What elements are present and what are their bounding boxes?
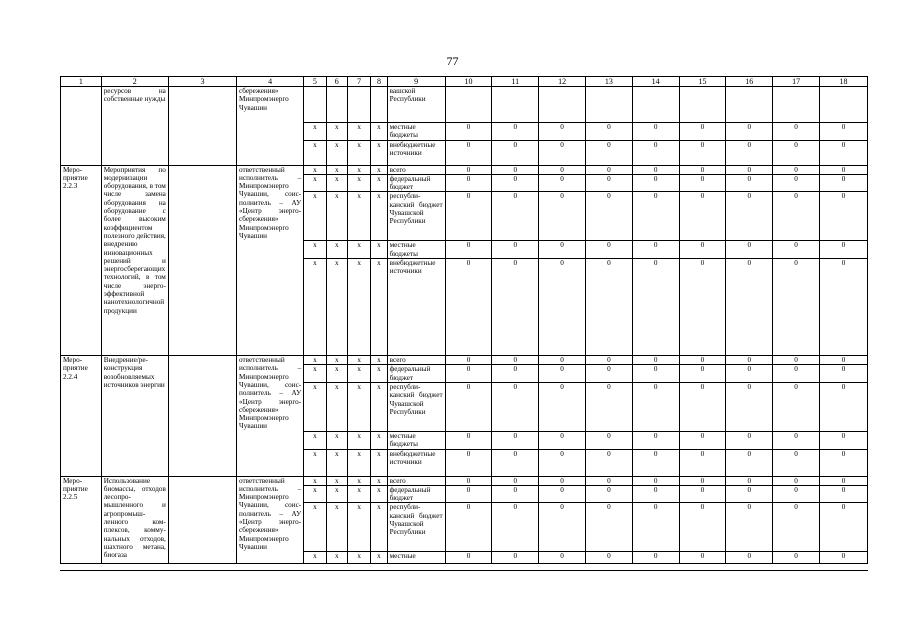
amount-cell: 0 <box>819 382 867 431</box>
amount-cell: 0 <box>773 431 820 449</box>
code-mark-cell: х <box>371 431 387 449</box>
column-header: 4 <box>237 77 304 87</box>
amount-cell: 0 <box>492 552 539 564</box>
funding-source-cell: всего <box>387 476 445 485</box>
code-mark-cell: х <box>326 485 347 503</box>
code-mark-cell <box>326 87 347 123</box>
code-mark-cell: х <box>347 174 370 192</box>
amount-cell: 0 <box>585 485 632 503</box>
measure-name-cell: ресурсов на собственные нужды <box>101 87 168 166</box>
amount-cell: 0 <box>773 503 820 552</box>
amount-cell: 0 <box>445 449 492 476</box>
amount-cell: 0 <box>819 365 867 383</box>
amount-cell: 0 <box>679 476 726 485</box>
amount-cell: 0 <box>632 140 679 165</box>
amount-cell: 0 <box>585 476 632 485</box>
page-number: 77 <box>446 54 459 68</box>
amount-cell: 0 <box>632 552 679 564</box>
amount-cell: 0 <box>492 123 539 141</box>
code-mark-cell: х <box>371 241 387 259</box>
code-mark-cell: х <box>326 174 347 192</box>
amount-cell: 0 <box>679 165 726 174</box>
code-mark-cell: х <box>304 140 326 165</box>
amount-cell: 0 <box>726 431 773 449</box>
amount-cell: 0 <box>726 485 773 503</box>
measure-name-cell: Использование биомассы, отходов лесопромышленного и агропромышленного комплексов, коммунальных отходов, шахтного метана, биогаза <box>101 476 168 564</box>
amount-cell <box>585 87 632 123</box>
amount-cell: 0 <box>726 241 773 259</box>
amount-cell: 0 <box>492 241 539 259</box>
amount-cell: 0 <box>679 259 726 356</box>
code-mark-cell: х <box>371 140 387 165</box>
column-number-row <box>61 77 868 87</box>
code-mark-cell: х <box>304 356 326 365</box>
amount-cell: 0 <box>445 476 492 485</box>
funding-source-cell: внебюджетные источники <box>387 140 445 165</box>
executor-cell: сбережения» Минпромэнерго Чувашии <box>237 87 304 166</box>
column-header: 8 <box>371 77 387 87</box>
amount-cell <box>773 87 820 123</box>
empty-cell <box>168 165 236 355</box>
code-mark-cell: х <box>304 431 326 449</box>
code-mark-cell: х <box>347 356 370 365</box>
empty-cell <box>168 87 236 166</box>
code-mark-cell: х <box>304 241 326 259</box>
code-mark-cell: х <box>371 192 387 241</box>
code-mark-cell: х <box>326 123 347 141</box>
column-header: 15 <box>679 77 726 87</box>
amount-cell: 0 <box>539 259 586 356</box>
amount-cell: 0 <box>585 382 632 431</box>
amount-cell: 0 <box>492 476 539 485</box>
amount-cell <box>819 87 867 123</box>
amount-cell: 0 <box>445 365 492 383</box>
code-mark-cell: х <box>347 485 370 503</box>
column-header: 3 <box>168 77 236 87</box>
amount-cell: 0 <box>679 365 726 383</box>
amount-cell: 0 <box>585 365 632 383</box>
code-mark-cell: х <box>371 259 387 356</box>
code-mark-cell: х <box>326 476 347 485</box>
table-row <box>61 476 868 485</box>
amount-cell: 0 <box>539 140 586 165</box>
amount-cell <box>539 87 586 123</box>
amount-cell: 0 <box>445 356 492 365</box>
code-mark-cell: х <box>347 241 370 259</box>
code-mark-cell: х <box>304 476 326 485</box>
amount-cell: 0 <box>819 356 867 365</box>
code-mark-cell: х <box>304 165 326 174</box>
amount-cell: 0 <box>726 449 773 476</box>
amount-cell: 0 <box>539 382 586 431</box>
code-mark-cell: х <box>347 382 370 431</box>
amount-cell: 0 <box>679 123 726 141</box>
code-mark-cell: х <box>326 431 347 449</box>
code-mark-cell <box>347 87 370 123</box>
funding-source-cell: внебюджетные источники <box>387 259 445 356</box>
column-header: 13 <box>585 77 632 87</box>
column-header: 10 <box>445 77 492 87</box>
measure-code-cell: Мероприятие 2.2.3 <box>61 165 102 355</box>
amount-cell: 0 <box>819 140 867 165</box>
amount-cell: 0 <box>773 165 820 174</box>
code-mark-cell: х <box>326 365 347 383</box>
code-mark-cell: х <box>304 382 326 431</box>
code-mark-cell: х <box>347 259 370 356</box>
column-header: 6 <box>326 77 347 87</box>
amount-cell: 0 <box>492 192 539 241</box>
amount-cell: 0 <box>632 241 679 259</box>
code-mark-cell: х <box>326 140 347 165</box>
code-mark-cell: х <box>304 174 326 192</box>
amount-cell: 0 <box>585 165 632 174</box>
amount-cell: 0 <box>819 476 867 485</box>
column-header: 14 <box>632 77 679 87</box>
column-header: 7 <box>347 77 370 87</box>
amount-cell: 0 <box>445 123 492 141</box>
amount-cell: 0 <box>585 123 632 141</box>
amount-cell: 0 <box>445 192 492 241</box>
amount-cell: 0 <box>679 241 726 259</box>
amount-cell: 0 <box>726 382 773 431</box>
code-mark-cell: х <box>326 241 347 259</box>
amount-cell: 0 <box>539 476 586 485</box>
amount-cell: 0 <box>585 259 632 356</box>
code-mark-cell: х <box>326 259 347 356</box>
amount-cell: 0 <box>445 140 492 165</box>
amount-cell: 0 <box>726 356 773 365</box>
amount-cell: 0 <box>492 431 539 449</box>
measure-code-cell <box>61 87 102 166</box>
amount-cell: 0 <box>445 382 492 431</box>
amount-cell: 0 <box>726 165 773 174</box>
amount-cell: 0 <box>492 365 539 383</box>
column-header: 9 <box>387 77 445 87</box>
column-header: 1 <box>61 77 102 87</box>
amount-cell: 0 <box>445 259 492 356</box>
amount-cell: 0 <box>679 174 726 192</box>
funding-source-cell: вашской Республики <box>387 87 445 123</box>
amount-cell: 0 <box>539 356 586 365</box>
amount-cell: 0 <box>492 503 539 552</box>
column-header: 12 <box>539 77 586 87</box>
amount-cell: 0 <box>679 552 726 564</box>
code-mark-cell: х <box>347 431 370 449</box>
amount-cell: 0 <box>819 485 867 503</box>
amount-cell: 0 <box>445 241 492 259</box>
amount-cell: 0 <box>726 259 773 356</box>
funding-source-cell: местные бюджеты <box>387 241 445 259</box>
amount-cell: 0 <box>726 140 773 165</box>
amount-cell: 0 <box>679 192 726 241</box>
amount-cell: 0 <box>585 140 632 165</box>
code-mark-cell: х <box>326 449 347 476</box>
amount-cell: 0 <box>819 241 867 259</box>
code-mark-cell: х <box>326 192 347 241</box>
amount-cell: 0 <box>679 485 726 503</box>
column-header: 5 <box>304 77 326 87</box>
funding-source-cell: местные бюджеты <box>387 123 445 141</box>
table-row <box>61 87 868 123</box>
amount-cell: 0 <box>726 192 773 241</box>
code-mark-cell: х <box>371 552 387 564</box>
amount-cell: 0 <box>819 165 867 174</box>
code-mark-cell: х <box>347 123 370 141</box>
budget-table <box>60 76 868 564</box>
code-mark-cell: х <box>371 174 387 192</box>
amount-cell: 0 <box>773 552 820 564</box>
amount-cell: 0 <box>585 449 632 476</box>
code-mark-cell: х <box>326 356 347 365</box>
amount-cell: 0 <box>539 431 586 449</box>
amount-cell: 0 <box>492 485 539 503</box>
empty-cell <box>168 476 236 564</box>
code-mark-cell: х <box>326 552 347 564</box>
amount-cell: 0 <box>819 503 867 552</box>
amount-cell: 0 <box>773 259 820 356</box>
amount-cell: 0 <box>726 476 773 485</box>
column-header: 18 <box>819 77 867 87</box>
amount-cell: 0 <box>679 503 726 552</box>
code-mark-cell: х <box>347 449 370 476</box>
amount-cell: 0 <box>632 431 679 449</box>
code-mark-cell: х <box>347 503 370 552</box>
amount-cell <box>445 87 492 123</box>
amount-cell: 0 <box>492 382 539 431</box>
amount-cell: 0 <box>539 449 586 476</box>
amount-cell: 0 <box>819 123 867 141</box>
code-mark-cell: х <box>347 140 370 165</box>
amount-cell: 0 <box>726 365 773 383</box>
code-mark-cell <box>371 87 387 123</box>
code-mark-cell: х <box>326 503 347 552</box>
amount-cell: 0 <box>773 449 820 476</box>
amount-cell: 0 <box>819 259 867 356</box>
amount-cell: 0 <box>445 165 492 174</box>
amount-cell: 0 <box>632 503 679 552</box>
amount-cell: 0 <box>819 192 867 241</box>
amount-cell: 0 <box>539 123 586 141</box>
amount-cell: 0 <box>726 174 773 192</box>
measure-name-cell: Внедрение/реконструкция возобновляемых источников энергии <box>101 356 168 476</box>
amount-cell: 0 <box>679 356 726 365</box>
code-mark-cell: х <box>371 503 387 552</box>
amount-cell: 0 <box>819 174 867 192</box>
funding-source-cell: федеральный бюджет <box>387 365 445 383</box>
amount-cell: 0 <box>632 476 679 485</box>
measure-code-cell: Мероприятие 2.2.5 <box>61 476 102 564</box>
amount-cell: 0 <box>539 241 586 259</box>
measure-name-cell: Мероприятия по модернизации оборудования, в том числе замена оборудования на оборудование с более высоким коэффициентом полезного действия, внедрению инновационных решений и энергосберегающих технологий, в том числе энергоэффективной нанотехнологичной продукции <box>101 165 168 355</box>
amount-cell: 0 <box>632 365 679 383</box>
amount-cell: 0 <box>632 449 679 476</box>
funding-source-cell: республиканский бюджет Чувашской Республики <box>387 503 445 552</box>
amount-cell: 0 <box>773 192 820 241</box>
amount-cell: 0 <box>445 485 492 503</box>
amount-cell: 0 <box>445 431 492 449</box>
amount-cell: 0 <box>773 365 820 383</box>
amount-cell: 0 <box>773 356 820 365</box>
amount-cell: 0 <box>445 552 492 564</box>
amount-cell: 0 <box>539 165 586 174</box>
code-mark-cell: х <box>304 449 326 476</box>
funding-source-cell: всего <box>387 165 445 174</box>
code-mark-cell: х <box>304 485 326 503</box>
amount-cell: 0 <box>632 356 679 365</box>
amount-cell: 0 <box>632 192 679 241</box>
amount-cell: 0 <box>726 552 773 564</box>
amount-cell: 0 <box>539 174 586 192</box>
amount-cell: 0 <box>492 449 539 476</box>
code-mark-cell: х <box>304 259 326 356</box>
amount-cell: 0 <box>773 476 820 485</box>
code-mark-cell: х <box>304 365 326 383</box>
funding-source-cell: республиканский бюджет Чувашской Республики <box>387 382 445 431</box>
amount-cell: 0 <box>539 192 586 241</box>
amount-cell: 0 <box>539 552 586 564</box>
funding-source-cell: республиканский бюджет Чувашской Республики <box>387 192 445 241</box>
amount-cell: 0 <box>632 485 679 503</box>
amount-cell: 0 <box>819 449 867 476</box>
code-mark-cell: х <box>371 449 387 476</box>
code-mark-cell: х <box>304 503 326 552</box>
executor-cell: ответственный исполнитель – Минпромэнерго Чувашии, соисполнитель – АУ «Центр энергосбережения» Минпромэнерго Чувашии <box>237 356 304 476</box>
code-mark-cell: х <box>371 485 387 503</box>
amount-cell: 0 <box>632 165 679 174</box>
amount-cell: 0 <box>632 123 679 141</box>
code-mark-cell: х <box>326 165 347 174</box>
amount-cell: 0 <box>773 241 820 259</box>
amount-cell: 0 <box>679 449 726 476</box>
amount-cell: 0 <box>679 140 726 165</box>
code-mark-cell: х <box>371 123 387 141</box>
amount-cell: 0 <box>492 174 539 192</box>
amount-cell <box>726 87 773 123</box>
funding-source-cell: всего <box>387 356 445 365</box>
amount-cell: 0 <box>585 174 632 192</box>
amount-cell: 0 <box>632 382 679 431</box>
amount-cell: 0 <box>585 192 632 241</box>
amount-cell: 0 <box>585 431 632 449</box>
amount-cell: 0 <box>679 431 726 449</box>
measure-code-cell: Мероприятие 2.2.4 <box>61 356 102 476</box>
amount-cell: 0 <box>726 123 773 141</box>
table-cut-line <box>60 570 868 571</box>
amount-cell: 0 <box>492 165 539 174</box>
amount-cell: 0 <box>773 174 820 192</box>
amount-cell <box>679 87 726 123</box>
column-header: 11 <box>492 77 539 87</box>
code-mark-cell: х <box>304 123 326 141</box>
funding-source-cell: внебюджетные источники <box>387 449 445 476</box>
amount-cell <box>632 87 679 123</box>
amount-cell: 0 <box>445 503 492 552</box>
funding-source-cell: местные бюджеты <box>387 431 445 449</box>
empty-cell <box>168 356 236 476</box>
table-row <box>61 356 868 365</box>
amount-cell: 0 <box>773 140 820 165</box>
amount-cell: 0 <box>632 174 679 192</box>
funding-source-cell: федеральный бюджет <box>387 174 445 192</box>
column-header: 16 <box>726 77 773 87</box>
code-mark-cell: х <box>371 165 387 174</box>
amount-cell: 0 <box>585 356 632 365</box>
amount-cell: 0 <box>773 485 820 503</box>
code-mark-cell: х <box>347 192 370 241</box>
code-mark-cell: х <box>304 192 326 241</box>
code-mark-cell: х <box>347 552 370 564</box>
amount-cell: 0 <box>445 174 492 192</box>
code-mark-cell: х <box>326 382 347 431</box>
code-mark-cell: х <box>371 476 387 485</box>
funding-source-cell: местные <box>387 552 445 564</box>
amount-cell: 0 <box>773 123 820 141</box>
amount-cell: 0 <box>819 431 867 449</box>
funding-source-cell: федеральный бюджет <box>387 485 445 503</box>
amount-cell: 0 <box>585 241 632 259</box>
amount-cell: 0 <box>539 485 586 503</box>
amount-cell: 0 <box>585 503 632 552</box>
executor-cell: ответственный исполнитель – Минпромэнерго Чувашии, соисполнитель – АУ «Центр энергосбережения» Минпромэнерго Чувашии <box>237 476 304 564</box>
code-mark-cell: х <box>304 552 326 564</box>
amount-cell: 0 <box>679 382 726 431</box>
amount-cell: 0 <box>819 552 867 564</box>
code-mark-cell: х <box>371 382 387 431</box>
amount-cell: 0 <box>632 259 679 356</box>
amount-cell: 0 <box>585 552 632 564</box>
amount-cell: 0 <box>773 382 820 431</box>
amount-cell: 0 <box>492 356 539 365</box>
code-mark-cell: х <box>371 365 387 383</box>
amount-cell: 0 <box>726 503 773 552</box>
table-row <box>61 165 868 174</box>
column-header: 17 <box>773 77 820 87</box>
code-mark-cell: х <box>371 356 387 365</box>
code-mark-cell <box>304 87 326 123</box>
amount-cell: 0 <box>492 140 539 165</box>
column-header: 2 <box>101 77 168 87</box>
executor-cell: ответственный исполнитель – Минпромэнерго Чувашии, соисполнитель – АУ «Центр энергосбережения» Минпромэнерго Чувашии <box>237 165 304 355</box>
code-mark-cell: х <box>347 476 370 485</box>
code-mark-cell: х <box>347 365 370 383</box>
code-mark-cell: х <box>347 165 370 174</box>
amount-cell: 0 <box>539 365 586 383</box>
amount-cell <box>492 87 539 123</box>
amount-cell: 0 <box>492 259 539 356</box>
amount-cell: 0 <box>539 503 586 552</box>
